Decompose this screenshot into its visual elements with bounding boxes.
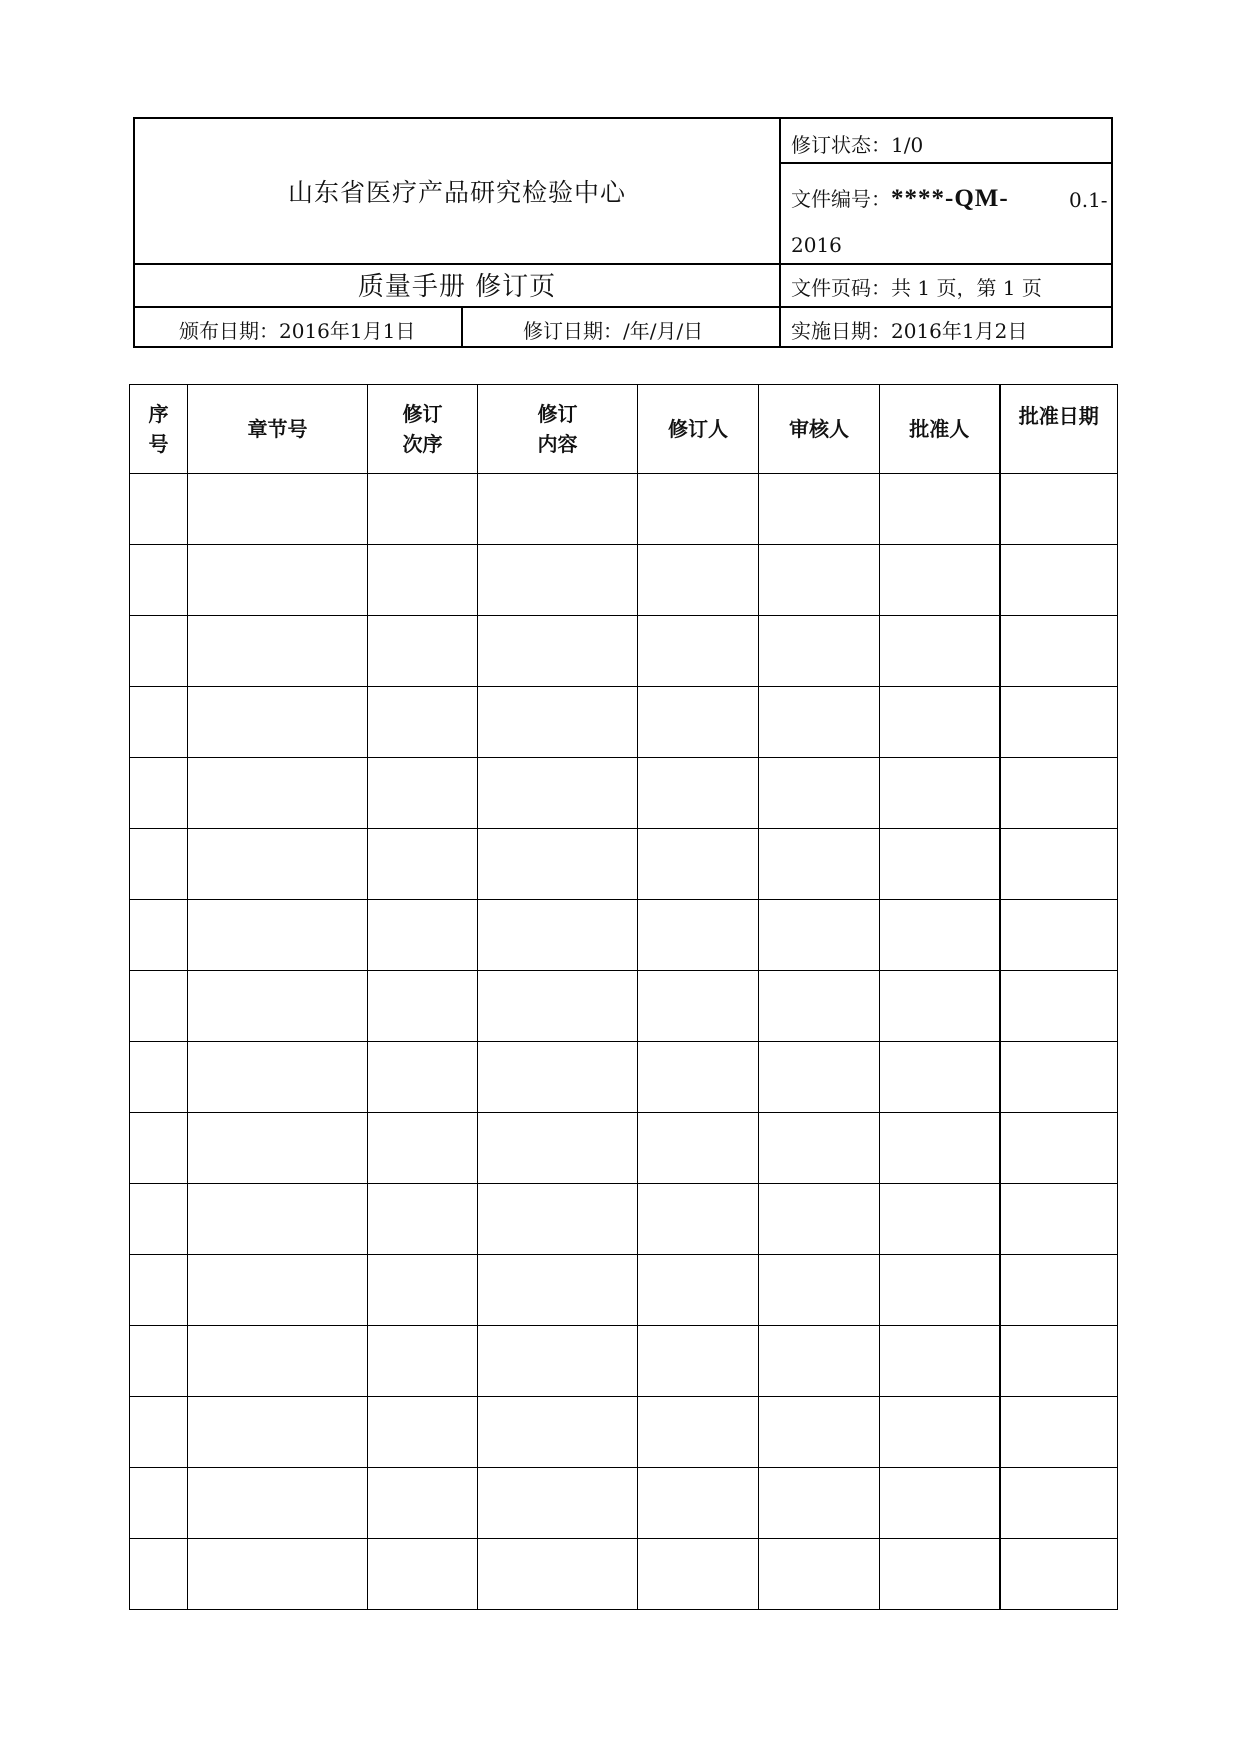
table-cell [368, 829, 478, 900]
table-row [130, 1255, 1118, 1326]
table-cell [130, 1184, 188, 1255]
col-header-approver: 批准人 [880, 385, 1000, 474]
col-header-reviewer: 审核人 [759, 385, 880, 474]
table-cell [478, 1042, 638, 1113]
revision-status: 修订状态：1/0 [791, 133, 924, 157]
col-header-chapter: 章节号 [188, 385, 368, 474]
table-row [130, 971, 1118, 1042]
table-cell [130, 1326, 188, 1397]
table-cell [188, 1326, 368, 1397]
table-cell [638, 971, 759, 1042]
table-cell [880, 1113, 1000, 1184]
table-cell [130, 1468, 188, 1539]
table-cell [1000, 971, 1118, 1042]
table-cell [880, 474, 1000, 545]
table-cell [188, 1539, 368, 1610]
table-cell [478, 1468, 638, 1539]
table-cell [188, 474, 368, 545]
table-cell [1000, 900, 1118, 971]
file-number-suffix: 0.1- [1069, 188, 1108, 212]
table-cell [368, 687, 478, 758]
table-cell [368, 1184, 478, 1255]
table-cell [638, 1184, 759, 1255]
table-cell [638, 1113, 759, 1184]
table-cell [478, 971, 638, 1042]
table-cell [130, 474, 188, 545]
table-cell [759, 758, 880, 829]
file-number-label: 文件编号： [791, 187, 891, 211]
table-cell [478, 687, 638, 758]
table-cell [759, 474, 880, 545]
page-info: 文件页码：共 1 页，第 1 页 [791, 276, 1042, 300]
table-cell [880, 616, 1000, 687]
col-header-approval-date: 批准日期 [1000, 385, 1118, 474]
col-header-reviser: 修订人 [638, 385, 759, 474]
table-cell [368, 616, 478, 687]
table-cell [1000, 545, 1118, 616]
table-cell [1000, 1184, 1118, 1255]
table-body [130, 474, 1118, 1610]
table-cell [638, 900, 759, 971]
table-cell [130, 545, 188, 616]
table-cell [130, 758, 188, 829]
table-row [130, 1397, 1118, 1468]
table-cell [130, 829, 188, 900]
table-cell [759, 1326, 880, 1397]
table-cell [880, 829, 1000, 900]
table-cell [880, 971, 1000, 1042]
table-cell [368, 971, 478, 1042]
table-cell [759, 1184, 880, 1255]
table-cell [188, 687, 368, 758]
table-cell [880, 1539, 1000, 1610]
table-cell [1000, 1042, 1118, 1113]
table-row [130, 1468, 1118, 1539]
header-divider [461, 306, 463, 346]
table-cell [1000, 1397, 1118, 1468]
table-cell [368, 1326, 478, 1397]
table-cell [1000, 1468, 1118, 1539]
table-cell [188, 616, 368, 687]
table-cell [880, 1042, 1000, 1113]
table-cell [188, 545, 368, 616]
table-cell [638, 1255, 759, 1326]
table-cell [638, 474, 759, 545]
table-header-row [130, 385, 1118, 474]
table-row [130, 687, 1118, 758]
table-cell [759, 1113, 880, 1184]
table-cell [759, 1042, 880, 1113]
table-cell [478, 1184, 638, 1255]
table-cell [1000, 616, 1118, 687]
table-cell [638, 616, 759, 687]
document-title: 质量手册 修订页 [357, 272, 557, 302]
table-row [130, 545, 1118, 616]
table-cell [638, 1468, 759, 1539]
file-number [791, 183, 1009, 213]
table-row [130, 829, 1118, 900]
file-number-code: ****-QM- [891, 185, 1009, 212]
table-cell [478, 1255, 638, 1326]
table-cell [1000, 1113, 1118, 1184]
table-cell [478, 758, 638, 829]
file-number-year: 2016 [791, 233, 842, 257]
table-cell [1000, 1255, 1118, 1326]
table-cell [759, 829, 880, 900]
table-row [130, 474, 1118, 545]
table-cell [478, 545, 638, 616]
organization-name: 山东省医疗产品研究检验中心 [287, 178, 626, 207]
table-cell [130, 971, 188, 1042]
table-row [130, 1326, 1118, 1397]
table-cell [880, 1397, 1000, 1468]
table-cell [759, 1539, 880, 1610]
table-cell [188, 1468, 368, 1539]
table-cell [638, 545, 759, 616]
table-cell [130, 1113, 188, 1184]
table-cell [759, 1255, 880, 1326]
table-cell [368, 1397, 478, 1468]
table-cell [130, 1539, 188, 1610]
table-cell [130, 1255, 188, 1326]
table-cell [368, 758, 478, 829]
table-cell [368, 1255, 478, 1326]
issue-date: 颁布日期：2016年1月1日 [179, 319, 416, 343]
table-cell [478, 1326, 638, 1397]
table-cell [1000, 687, 1118, 758]
table-cell [478, 1113, 638, 1184]
table-cell [188, 900, 368, 971]
table-row [130, 1113, 1118, 1184]
table-cell [880, 1184, 1000, 1255]
table-cell [130, 1042, 188, 1113]
table-cell [638, 1326, 759, 1397]
table-cell [188, 1184, 368, 1255]
table-cell [130, 900, 188, 971]
effective-date: 实施日期：2016年1月2日 [791, 319, 1028, 343]
table-cell [638, 1042, 759, 1113]
table-cell [759, 616, 880, 687]
table-cell [478, 474, 638, 545]
table-cell [130, 687, 188, 758]
table-cell [880, 545, 1000, 616]
table-cell [188, 971, 368, 1042]
table-cell [759, 687, 880, 758]
table-cell [368, 474, 478, 545]
table-cell [478, 1539, 638, 1610]
table-cell [478, 1397, 638, 1468]
table-row [130, 1042, 1118, 1113]
table-cell [880, 1468, 1000, 1539]
table-cell [759, 900, 880, 971]
table-cell [1000, 1539, 1118, 1610]
table-cell [368, 545, 478, 616]
table-cell [638, 829, 759, 900]
table-cell [880, 1255, 1000, 1326]
table-cell [759, 545, 880, 616]
col-header-seq: 序 号 [130, 385, 188, 474]
table-cell [368, 1539, 478, 1610]
table-cell [368, 1468, 478, 1539]
table-cell [368, 1113, 478, 1184]
header-divider [135, 306, 1111, 308]
table-cell [1000, 474, 1118, 545]
table-cell [478, 900, 638, 971]
table-cell [188, 829, 368, 900]
header-divider [779, 119, 781, 346]
table-cell [759, 1468, 880, 1539]
table-cell [638, 758, 759, 829]
revision-table [129, 384, 1118, 1610]
table-cell [478, 829, 638, 900]
table-cell [880, 687, 1000, 758]
table-cell [1000, 758, 1118, 829]
table-row [130, 616, 1118, 687]
table-cell [880, 758, 1000, 829]
table-row [130, 1539, 1118, 1610]
col-header-revision-content: 修订 内容 [478, 385, 638, 474]
table-cell [759, 1397, 880, 1468]
table-cell [188, 1397, 368, 1468]
table-cell [188, 1113, 368, 1184]
table-cell [368, 900, 478, 971]
table-row [130, 900, 1118, 971]
table-cell [188, 758, 368, 829]
table-cell [368, 1042, 478, 1113]
table-cell [880, 1326, 1000, 1397]
table-row [130, 758, 1118, 829]
table-cell [478, 616, 638, 687]
table-cell [759, 971, 880, 1042]
table-cell [638, 1397, 759, 1468]
table-cell [188, 1042, 368, 1113]
table-cell [130, 1397, 188, 1468]
table-cell [880, 900, 1000, 971]
table-cell [188, 1255, 368, 1326]
table-row [130, 1184, 1118, 1255]
table-cell [638, 687, 759, 758]
header-divider [779, 162, 1111, 164]
table-cell [1000, 829, 1118, 900]
table-cell [638, 1539, 759, 1610]
revision-date: 修订日期：/年/月/日 [523, 319, 704, 343]
table-cell [1000, 1326, 1118, 1397]
table-cell [130, 616, 188, 687]
document-header [133, 117, 1113, 348]
col-header-revision-order: 修订 次序 [368, 385, 478, 474]
